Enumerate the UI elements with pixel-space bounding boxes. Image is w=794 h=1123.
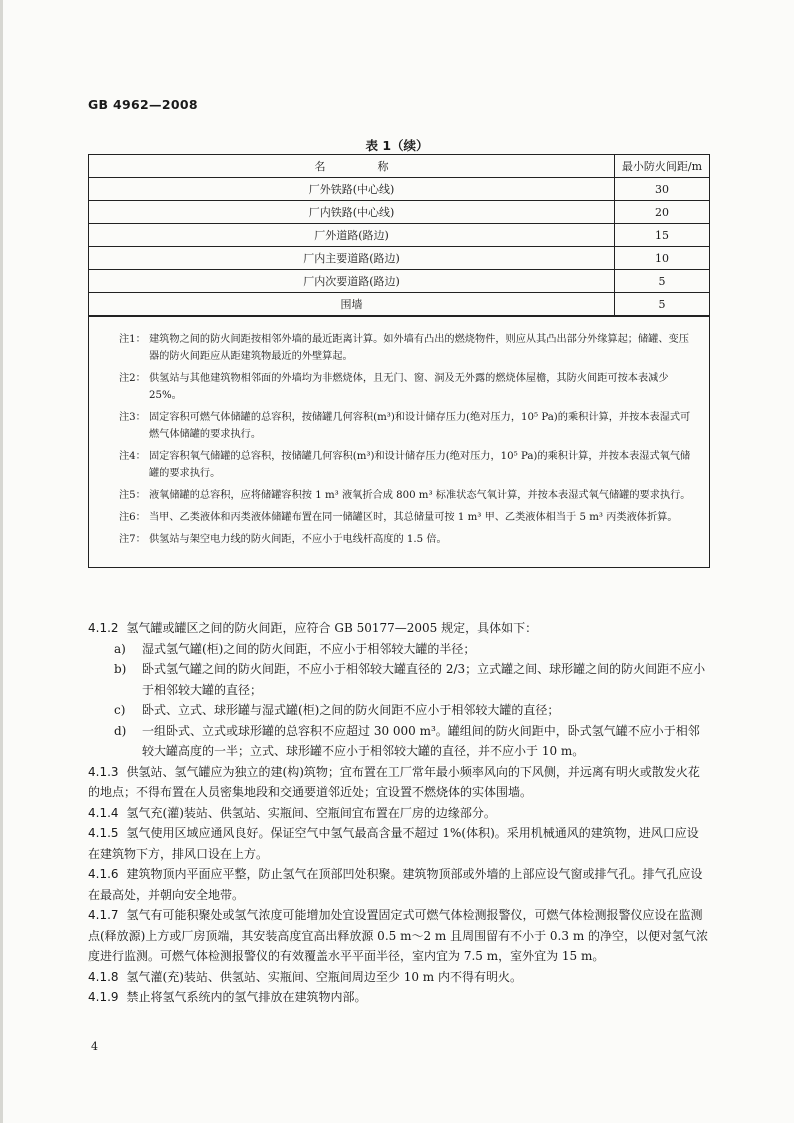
row-name: 厂外道路(路边): [89, 224, 615, 247]
row-value: 15: [615, 224, 710, 247]
row-name: 厂外铁路(中心线): [89, 178, 615, 201]
note-text: 固定容积可燃气体储罐的总容积，按储罐几何容积(m³)和设计储存压力(绝对压力，10⁵ Pa)的乘积计算，并按本表湿式可燃气体储罐的要求执行。: [149, 412, 691, 440]
list-item: [114, 659, 710, 700]
clause-text: 氢气罐或罐区之间的防火间距，应符合 GB 50177—2005 规定，具体如下：: [126, 621, 538, 635]
item-label: a): [114, 641, 126, 656]
item-text: 卧式氢气罐之间的防火间距，不应小于相邻较大罐直径的 2/3；立式罐之间、球形罐之间的防火间距不应小于相邻较大罐的直径；: [142, 662, 706, 697]
list-item: [114, 721, 710, 762]
row-name: 厂内次要道路(路边): [89, 270, 615, 293]
clause-4-1-6: [88, 864, 710, 905]
distance-table-grid: [89, 155, 709, 316]
page-edge: [0, 0, 3, 1123]
note-label: 注7：: [119, 534, 146, 545]
note-label: 注6：: [119, 512, 146, 523]
table-note: [119, 531, 697, 548]
note-text: 固定容积氧气储罐的总容积，按储罐几何容积(m³)和设计储存压力(绝对压力，10⁵ Pa)的乘积计算，并按本表湿式氧气储罐的要求执行。: [149, 451, 691, 479]
clause-number: 4.1.9: [88, 990, 119, 1004]
clause-number: 4.1.4: [88, 805, 119, 820]
table-row: [89, 270, 709, 293]
column-header-distance: 最小防火间距/m: [615, 155, 710, 178]
clause-number: 4.1.7: [88, 908, 119, 922]
clause-text: 氢气灌(充)装站、供氢站、实瓶间、空瓶间周边至少 10 m 内不得有明火。: [126, 969, 523, 984]
clause-4-1-2: [88, 618, 710, 762]
item-label: d): [114, 723, 127, 738]
note-text: 供氢站与架空电力线的防火间距，不应小于电线杆高度的 1.5 倍。: [149, 534, 447, 545]
note-text: 供氢站与其他建筑物相邻面的外墙均为非燃烧体，且无门、窗、洞及无外露的燃烧体屋檐，其防火间距可按本表减少 25%。: [149, 373, 669, 401]
table-row: [89, 247, 709, 270]
row-name: 围墙: [89, 293, 615, 316]
item-text: 一组卧式、立式或球形罐的总容积不应超过 30 000 m³。罐组间的防火间距中，卧式氢气罐不应小于相邻较大罐高度的一半；立式、球形罐不应小于相邻较大罐的直径，并不应小于 10 m。: [142, 723, 700, 758]
item-text: 湿式氢气罐(柜)之间的防火间距，不应小于相邻较大罐的半径；: [142, 641, 476, 656]
clause-4-1-5: [88, 823, 710, 864]
clause-number: 4.1.8: [88, 969, 119, 984]
note-label: 注3：: [119, 412, 146, 423]
row-value: 20: [615, 201, 710, 224]
table-note: [119, 331, 697, 365]
table-header-row: [89, 155, 709, 178]
clause-number: 4.1.6: [88, 867, 119, 881]
clause-text: 供氢站、氢气罐应为独立的建(构)筑物；宜布置在工厂常年最小频率风向的下风侧，并远离有明火或散发火花的地点；不得布置在人员密集地段和交通要道邻近处；宜设置不燃烧体的实体围墙。: [88, 764, 700, 799]
table-note: [119, 487, 697, 504]
list-item: [114, 700, 710, 721]
note-label: 注1：: [119, 334, 146, 345]
clause-text: 氢气使用区域应通风良好。保证空气中氢气最高含量不超过 1%(体积)。采用机械通风的建筑物，进风口应设在建筑物下方，排风口设在上方。: [88, 826, 699, 861]
table-note: [119, 370, 697, 404]
page-number: 4: [91, 1040, 98, 1053]
note-text: 液氧储罐的总容积，应将储罐容积按 1 m³ 液氧折合成 800 m³ 标准状态气氧计算，并按本表湿式氧气储罐的要求执行。: [149, 490, 691, 501]
clause-4-1-3: [88, 762, 710, 803]
column-header-name: 名称: [89, 155, 615, 178]
standard-code: GB 4962—2008: [88, 97, 198, 112]
clause-text: 建筑物顶内平面应平整，防止氢气在顶部凹处积聚。建筑物顶部或外墙的上部应设气窗或排气孔。排气孔应设在最高处，并朝向安全地带。: [88, 867, 703, 902]
row-value: 5: [615, 270, 710, 293]
clause-4-1-4: [88, 803, 710, 824]
note-text: 建筑物之间的防火间距按相邻外墙的最近距离计算。如外墙有凸出的燃烧物件，则应从其凸出部分外缘算起；储罐、变压器的防火间距应从距建筑物最近的外壁算起。: [149, 334, 689, 362]
clause-text: 氢气充(灌)装站、供氢站、实瓶间、空瓶间宜布置在厂房的边缘部分。: [126, 805, 496, 820]
item-text: 卧式、立式、球形罐与湿式罐(柜)之间的防火间距不应小于相邻较大罐的直径；: [142, 703, 560, 717]
clause-number: 4.1.2: [88, 621, 119, 635]
table-notes: [89, 316, 709, 567]
table-caption: 表 1（续）: [365, 138, 429, 153]
table-row: [89, 201, 709, 224]
clause-paragraph: [88, 618, 710, 639]
note-label: 注5：: [119, 490, 146, 501]
table-note: [119, 509, 697, 526]
clause-text: 禁止将氢气系统内的氢气排放在建筑物内部。: [126, 990, 367, 1004]
row-value: 5: [615, 293, 710, 316]
clause-number: 4.1.5: [88, 826, 119, 840]
note-label: 注2：: [119, 373, 146, 384]
fire-distance-table: [88, 154, 710, 568]
table-row: [89, 293, 709, 316]
note-label: 注4：: [119, 451, 146, 462]
note-text: 当甲、乙类液体和丙类液体储罐布置在同一储罐区时，其总储量可按 1 m³ 甲、乙类液体相当于 5 m³ 丙类液体折算。: [149, 512, 678, 523]
clause-number: 4.1.3: [88, 764, 119, 779]
clause-4-1-8: [88, 967, 710, 988]
clauses-section: [88, 618, 710, 1008]
clause-4-1-7: [88, 905, 710, 967]
table-note: [119, 448, 697, 482]
list-item: [114, 639, 710, 660]
table-note: [119, 409, 697, 443]
row-value: 10: [615, 247, 710, 270]
clause-text: 氢气有可能积聚处或氢气浓度可能增加处宜设置固定式可燃气体检测报警仪，可燃气体检测报警仪应设在监测点(释放源)上方或厂房顶端，其安装高度宜高出释放源 0.5 m～2 m 且周围留有不小于 0.3 m 的净空，以便对氢气浓度进行监测。可燃气体检测报警仪的有效覆盖水平平面半径，室内宜为 7.5 m，室外宜为 15 m。: [88, 908, 709, 963]
clause-4-1-9: [88, 987, 710, 1008]
item-label: b): [114, 662, 127, 676]
table-row: [89, 178, 709, 201]
row-value: 30: [615, 178, 710, 201]
row-name: 厂内主要道路(路边): [89, 247, 615, 270]
item-label: c): [114, 703, 126, 717]
table-row: [89, 224, 709, 247]
row-name: 厂内铁路(中心线): [89, 201, 615, 224]
